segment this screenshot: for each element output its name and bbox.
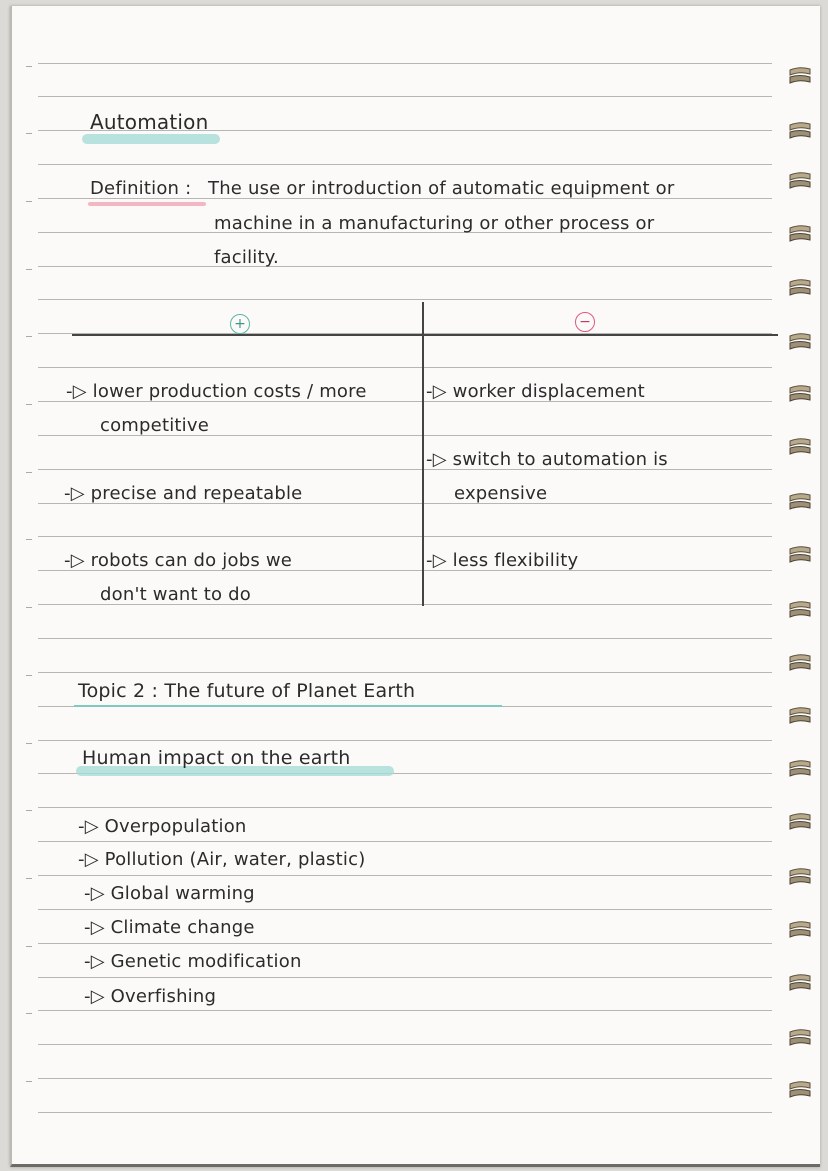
spiral-ring-icon — [788, 121, 812, 141]
ruled-line — [38, 367, 772, 368]
spiral-ring-icon — [788, 66, 812, 86]
pro-item: -▷ robots can do jobs we — [64, 550, 293, 571]
pro-item: don't want to do — [100, 584, 251, 605]
margin-tick — [26, 607, 32, 608]
ruled-line — [38, 266, 772, 267]
spiral-ring-icon — [788, 437, 812, 457]
heading-highlight — [82, 134, 220, 144]
margin-tick — [26, 66, 32, 67]
margin-tick — [26, 201, 32, 202]
spiral-ring-icon — [788, 278, 812, 298]
margin-tick — [26, 404, 32, 405]
ruled-line — [38, 977, 772, 978]
spiral-ring-icon — [788, 224, 812, 244]
definition-label: Definition : — [90, 178, 192, 199]
margin-tick — [26, 133, 32, 134]
spiral-ring-icon — [788, 492, 812, 512]
margin-tick — [26, 1013, 32, 1014]
margin-tick — [26, 946, 32, 947]
spiral-ring-icon — [788, 1080, 812, 1100]
ruled-line — [38, 875, 772, 876]
ruled-line — [38, 1010, 772, 1011]
margin-tick — [26, 336, 32, 337]
definition-highlight — [88, 202, 206, 206]
spiral-ring-icon — [788, 332, 812, 352]
spiral-ring-icon — [788, 1028, 812, 1048]
margin-tick — [26, 269, 32, 270]
table-divider — [422, 302, 424, 606]
spiral-ring-icon — [788, 384, 812, 404]
con-item: -▷ switch to automation is — [426, 449, 668, 470]
notebook-page — [10, 6, 820, 1167]
ruled-line — [38, 1044, 772, 1045]
impact-item: -▷ Climate change — [84, 917, 255, 938]
ruled-line — [38, 943, 772, 944]
definition-line: The use or introduction of automatic equipment or — [208, 178, 675, 199]
ruled-line — [38, 1078, 772, 1079]
margin-tick — [26, 539, 32, 540]
margin-tick — [26, 1081, 32, 1082]
margin-tick — [26, 878, 32, 879]
margin-tick — [26, 743, 32, 744]
impact-item: -▷ Overpopulation — [78, 816, 247, 837]
margin-tick — [26, 810, 32, 811]
margin-tick — [26, 472, 32, 473]
con-item: -▷ worker displacement — [426, 381, 645, 402]
pro-item: competitive — [100, 415, 209, 436]
spiral-ring-icon — [788, 759, 812, 779]
con-item: expensive — [454, 483, 548, 504]
definition-line: facility. — [214, 247, 279, 268]
ruled-line — [38, 740, 772, 741]
ruled-line — [38, 63, 772, 64]
ruled-line — [38, 1112, 772, 1113]
page-heading: Automation — [90, 110, 209, 134]
impact-item: -▷ Pollution (Air, water, plastic) — [78, 849, 366, 870]
ruled-line — [38, 164, 772, 165]
spiral-ring-icon — [788, 545, 812, 565]
ruled-line — [38, 638, 772, 639]
ruled-line — [38, 536, 772, 537]
subheading: Human impact on the earth — [82, 747, 351, 769]
spiral-ring-icon — [788, 812, 812, 832]
ruled-line — [38, 299, 772, 300]
ruled-line — [38, 841, 772, 842]
spiral-ring-icon — [788, 867, 812, 887]
spiral-ring-icon — [788, 653, 812, 673]
spiral-ring-icon — [788, 973, 812, 993]
pro-item: -▷ lower production costs / more — [66, 381, 367, 402]
spiral-ring-icon — [788, 600, 812, 620]
definition-line: machine in a manufacturing or other process or — [214, 213, 655, 234]
topic-title: Topic 2 : The future of Planet Earth — [78, 680, 416, 702]
ruled-line — [38, 909, 772, 910]
spiral-ring-icon — [788, 706, 812, 726]
pro-item: -▷ precise and repeatable — [64, 483, 303, 504]
spiral-ring-icon — [788, 171, 812, 191]
ruled-line — [38, 807, 772, 808]
impact-item: -▷ Overfishing — [84, 986, 217, 1007]
con-item: -▷ less flexibility — [426, 550, 579, 571]
plus-circle-icon: + — [230, 314, 250, 334]
ruled-line — [38, 96, 772, 97]
topic-underline — [74, 705, 502, 707]
ruled-line — [38, 672, 772, 673]
minus-circle-icon: − — [575, 312, 595, 332]
table-header-line — [72, 334, 778, 336]
margin-tick — [26, 675, 32, 676]
impact-item: -▷ Global warming — [84, 883, 255, 904]
impact-item: -▷ Genetic modification — [84, 951, 302, 972]
spiral-ring-icon — [788, 920, 812, 940]
